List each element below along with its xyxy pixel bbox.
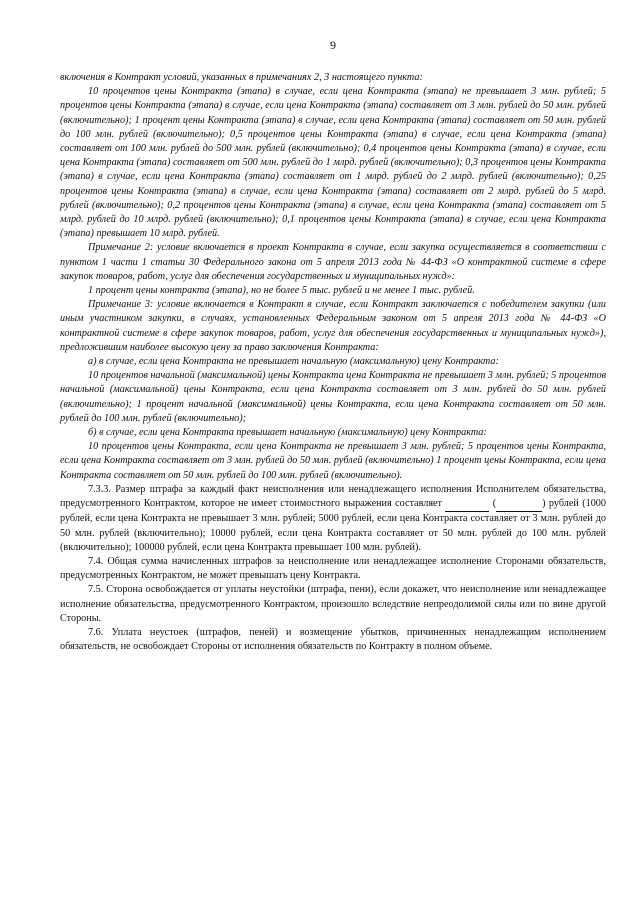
clause-7-6: 7.6. Уплата неустоек (штрафов, пеней) и возмещение убытков, причиненных ненадлежащим исполнением обязательств, не освобождает Стороны от исполнения обязательств по Контракту в полном объеме. — [60, 626, 606, 653]
paragraph-note-2: Примечание 2: условие включается в проект Контракта в случае, если закупка осуществляется в соответствии с пунктом 1 части 1 статьи 30 Федерального закона от 5 апреля 2013 года № 44-ФЗ «О контрактной системе в сфере закупок товаров, работ, услуг для обеспечения государственных и муниципальных нужд»: — [60, 242, 606, 282]
paragraph-note-2-rate: 1 процент цены контракта (этапа), но не более 5 тыс. рублей и не менее 1 тыс. рублей. — [88, 285, 475, 297]
page-number: 9 — [330, 38, 336, 52]
clause-7-3-3-text-after: ) рублей (1000 рублей, если цена Контракта не превышает 3 млн. рублей; 5000 рублей, если цена Контракта составляет от 3 млн. рублей до 50 млн. рублей (включительно); 10000 рублей, если цена Контракта составляет от 50 млн. рублей до 100 млн. рублей (включительно); 100000 рублей, если цена Контракта превышает 100 млн. рублей). — [60, 498, 606, 553]
paragraph-penalty-rates: 10 процентов цены Контракта (этапа) в случае, если цена Контракта (этапа) не превышает 3 млн. рублей; 5 процентов цены Контракта (этапа) в случае, если цена Контракта (этапа) составляет от 3 млн. рублей до 50 млн. рублей (включительно); 1 процент цены Контракта (этапа) в случае, если цена Контракта (этапа) составляет от 50 млн. рублей до 100 млн. рублей (включительно); 0,5 процентов цены Контракта (этапа) в случае, если цена Контракта (этапа) составляет от 100 млн. рублей до 500 млн. рублей (включительно); 0,4 процентов цены Контракта (этапа) в случае, если цена Контракта (этапа) составляет от 500 млн. рублей до 1 млрд. рублей (включительно); 0,3 процентов цены Контракта (этапа) в случае, если цена Контракта (этапа) составляет от 1 млрд. рублей до 2 млрд. рублей (включительно); 0,25 процентов цены Контракта (этапа) в случае, если цена Контракта (этапа) составляет от 2 млрд. рублей до 5 млрд. рублей (включительно); 0,2 процентов цены Контракта (этапа) в случае, если цена Контракта (этапа) составляет от 5 млрд. рублей до 10 млрд. рублей (включительно); 0,1 процентов цены Контракта (этапа) в случае, если цена Контракта (этапа) превышает 10 млрд. рублей. — [60, 86, 606, 240]
paragraph-intro: включения в Контракт условий, указанных в примечаниях 2, 3 настоящего пункта: — [60, 72, 423, 83]
paragraph-note-3-a: а) в случае, если цена Контракта не превышает начальную (максимальную) цену Контракта: — [88, 356, 499, 368]
clause-7-3-3-text-before: 7.3.3. Размер штрафа за каждый факт неисполнения или ненадлежащего исполнения Исполнителем обязательства, предусмотренного Контрактом, которое не имеет стоимостного выражения составляет — [60, 483, 606, 510]
clause-7-3-3 — [60, 483, 606, 555]
paragraph-note-3-a-rates: 10 процентов начальной (максимальной) цены Контракта цена Контракта не превышает 3 млн. рублей; 5 процентов начальной (максимальной) цены Контракта, если цена Контракта составляет от 3 млн. рублей до 50 млн. рублей (включительно); 1 процент начальной (максимальной) цены Контракта, если цена Контракта составляет от 50 млн. рублей до 100 млн. рублей (включительно); — [60, 370, 606, 424]
clause-7-3-3-text-mid: ( — [489, 498, 497, 510]
paragraph-note-3-b: б) в случае, если цена Контракта превышает начальную (максимальную) цену Контракта: — [88, 427, 487, 439]
clause-7-5: 7.5. Сторона освобождается от уплаты неустойки (штрафа, пени), если докажет, что неисполнение или ненадлежащее исполнение обязательства, предусмотренного Контрактом, произошло вследствие непреодолимой силы или по вине другой Стороны. — [60, 584, 606, 624]
paragraph-note-3-b-rates: 10 процентов цены Контракта, если цена Контракта не превышает 3 млн. рублей; 5 процентов цены Контракта, если цена Контракта составляет от 3 млн. рублей до 50 млн. рублей (включительно) 1 процент цены Контракта, если цена Контракта составляет от 50 млн. рублей до 100 млн. рублей (включительно). — [60, 441, 606, 481]
blank-field-amount-words — [496, 497, 542, 512]
blank-field-amount — [445, 497, 489, 512]
clause-7-4: 7.4. Общая сумма начисленных штрафов за неисполнение или ненадлежащее исполнение Сторонами обязательств, предусмотренных Контрактом, не может превышать цену Контракта. — [60, 555, 606, 582]
paragraph-note-3: Примечание 3: условие включается в Контракт в случае, если Контракт заключается с победителем закупки (или иным участником закупки, в случаях, установленных Федеральным законом от 5 апреля 2013 года № 44-ФЗ «О контрактной системе в сфере закупок товаров, работ, услуг для обеспечения государственных и муниципальных нужд»), предложившим наиболее высокую цену за право заключения Контракта: — [60, 299, 606, 353]
